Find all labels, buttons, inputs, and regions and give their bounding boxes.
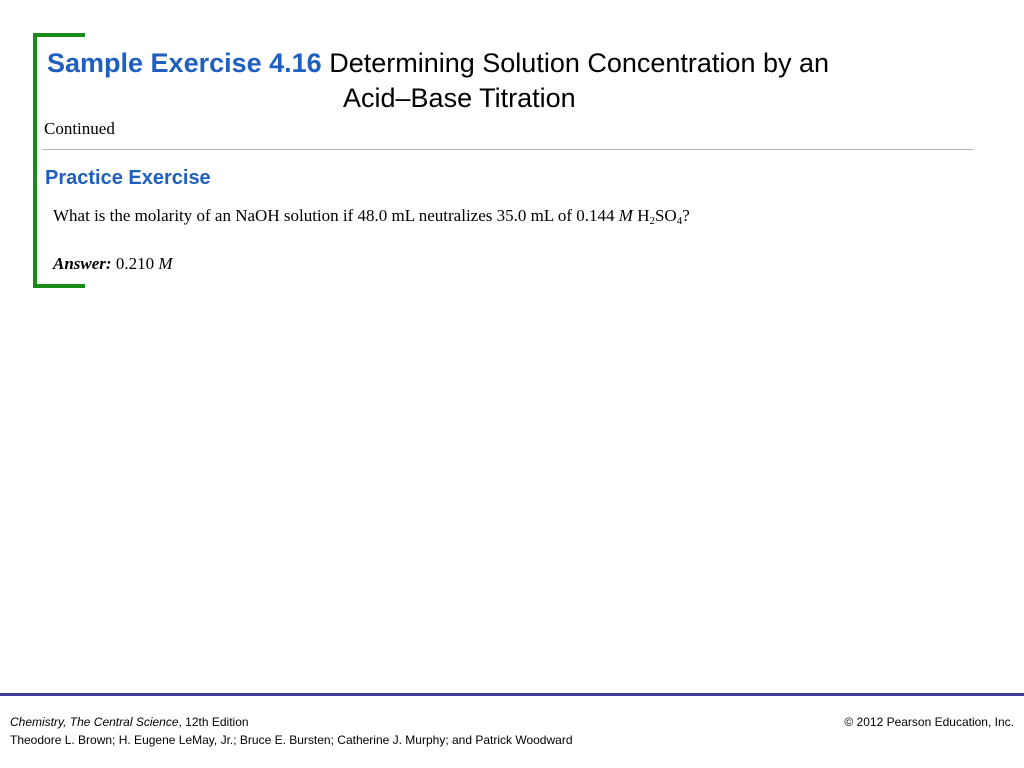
bracket-top (33, 33, 85, 37)
answer-unit: M (158, 254, 173, 273)
book-title: Chemistry, The Central Science (10, 715, 179, 729)
bracket-vertical (33, 33, 37, 288)
question-unit: M (618, 206, 633, 225)
answer (53, 254, 173, 274)
book-edition: , 12th Edition (178, 715, 249, 729)
question-mark: ? (682, 206, 690, 225)
slide-title (47, 46, 947, 113)
footer-book (10, 715, 249, 729)
bracket-bottom (33, 284, 85, 288)
header-divider (42, 149, 973, 150)
chemical-formula: $H_2SO_4$ (637, 206, 683, 227)
title-line-2: Acid–Base Titration (343, 83, 576, 113)
title-line-1: Determining Solution Concentration by an (329, 48, 830, 78)
question-text (53, 206, 690, 227)
footer-authors: Theodore L. Brown; H. Eugene LeMay, Jr.; Bruce E. Bursten; Catherine J. Murphy; and Patrick Woodward (10, 733, 573, 747)
exercise-number: Sample Exercise 4.16 (47, 48, 322, 78)
footer-divider (0, 693, 1024, 696)
footer-copyright: © 2012 Pearson Education, Inc. (844, 715, 1014, 729)
answer-label: Answer: (53, 254, 112, 273)
answer-value: 0.210 (115, 254, 155, 273)
practice-exercise-heading: Practice Exercise (45, 167, 211, 189)
continued-label: Continued (44, 119, 115, 138)
question-body: What is the molarity of an NaOH solution if 48.0 mL neutralizes 35.0 mL of 0.144 (53, 206, 615, 225)
